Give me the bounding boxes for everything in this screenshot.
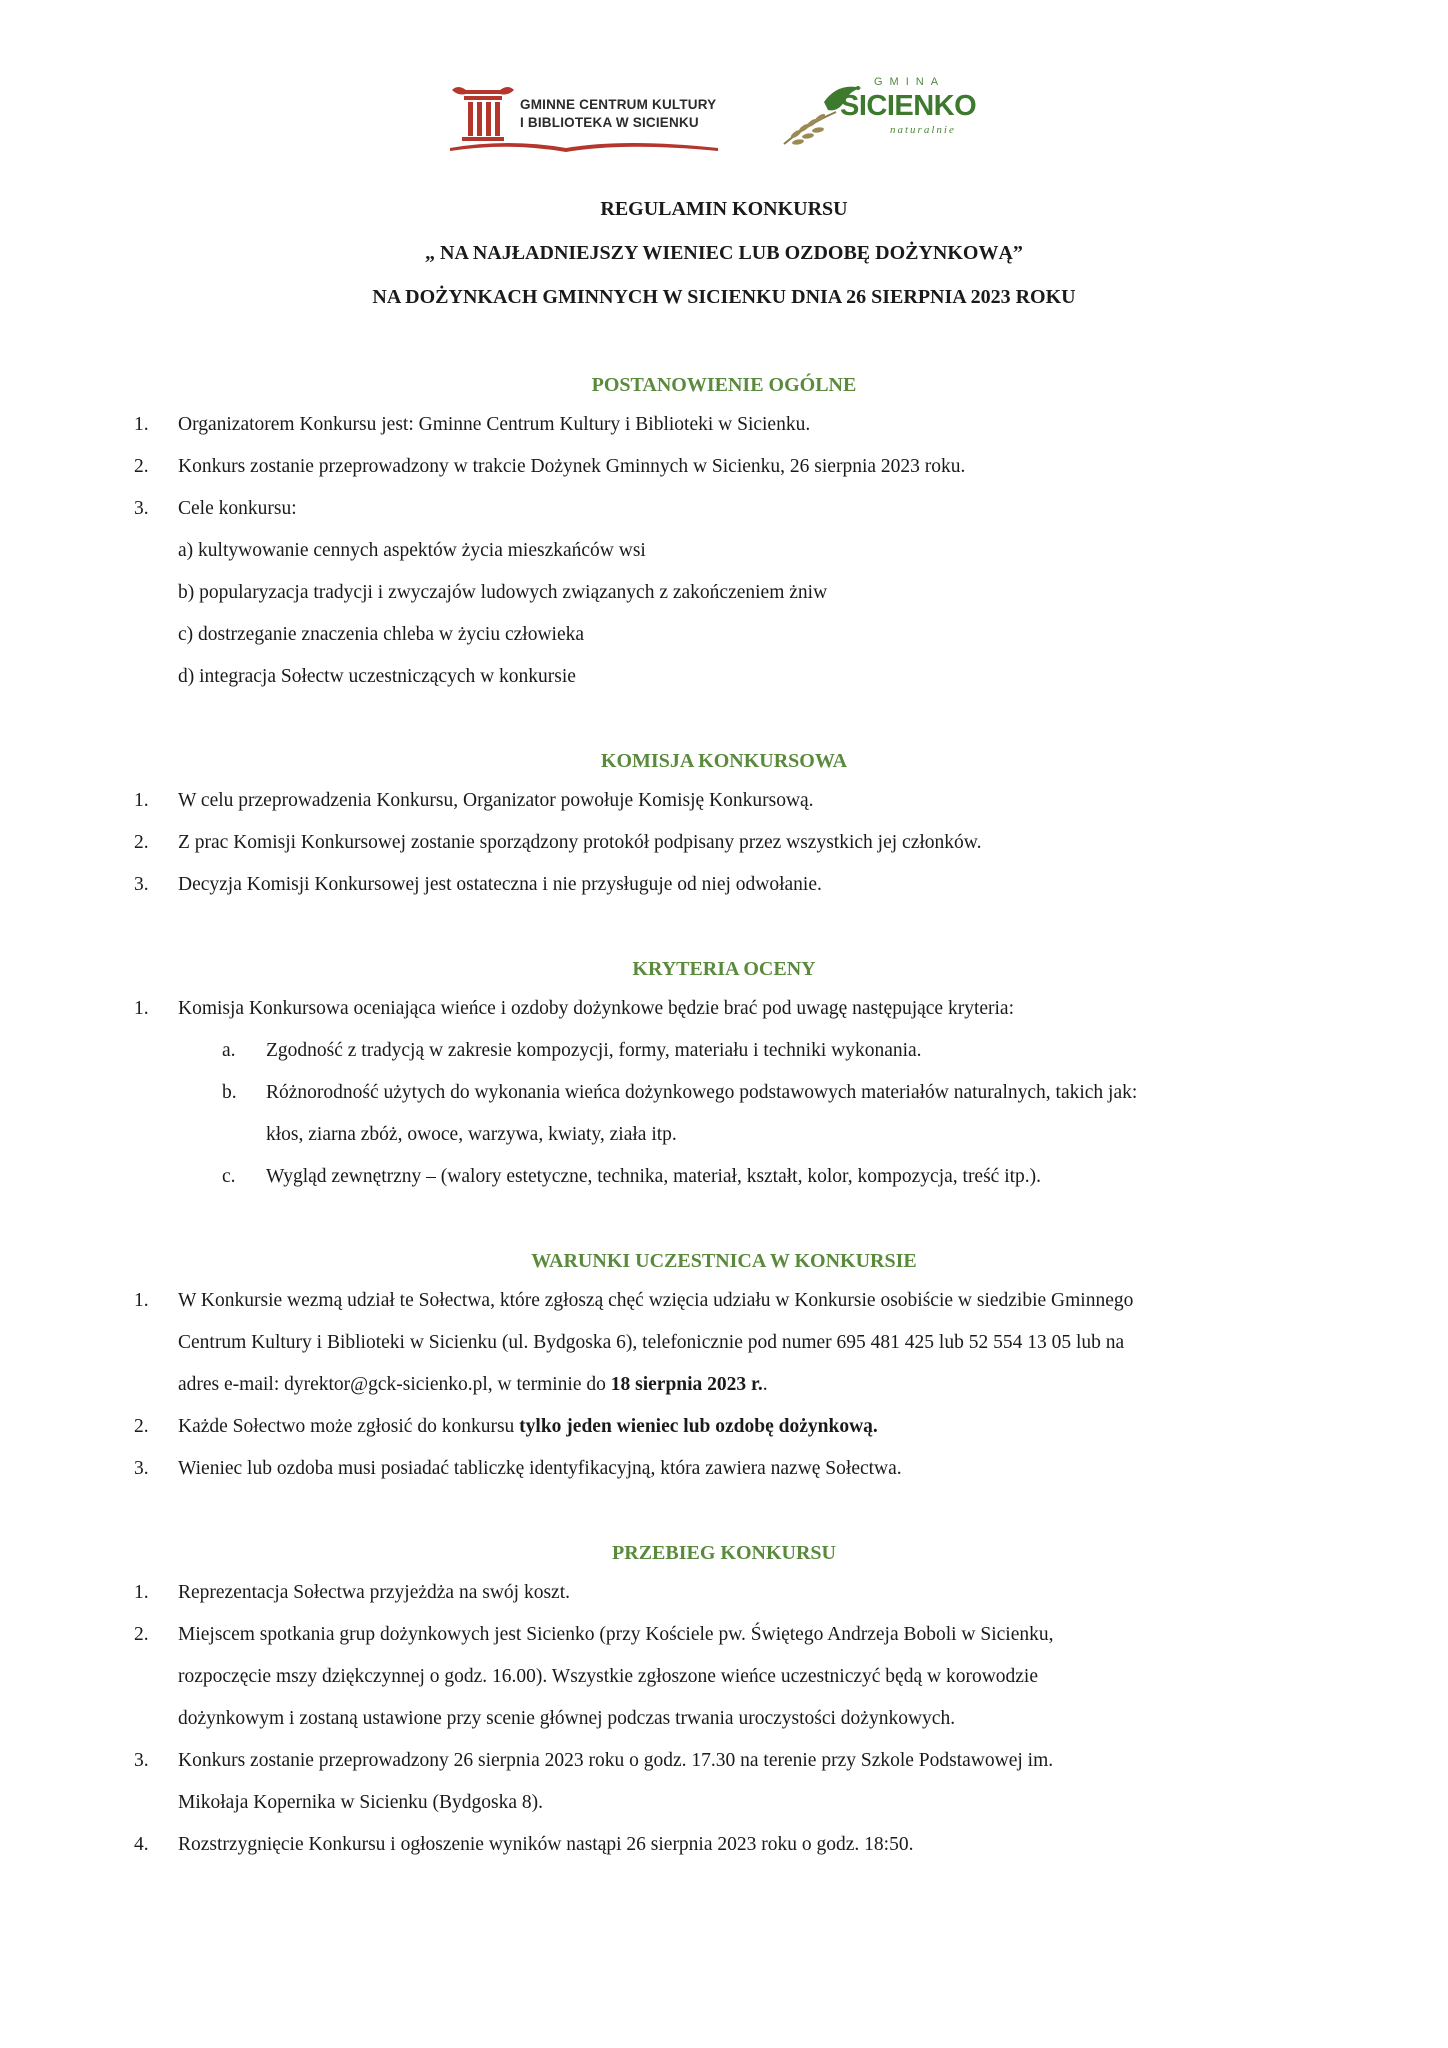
- list-item-number: 3.: [134, 1750, 149, 1771]
- list-item-continued: Mikołaja Kopernika w Sicienku (Bydgoska 8).: [178, 1792, 544, 1813]
- title-line-2: „ NA NAJŁADNIEJSZY WIENIEC LUB OZDOBĘ DOŻYNKOWĄ”: [425, 242, 1023, 264]
- list-item-number: 2.: [134, 832, 149, 853]
- heading-postanowienie: POSTANOWIENIE OGÓLNE: [591, 374, 857, 396]
- email-text: adres e-mail: dyrektor@gck-sicienko.pl, w terminie do: [178, 1374, 611, 1395]
- list-item-number: 1.: [134, 998, 149, 1019]
- heading-kryteria: KRYTERIA OCENY: [632, 958, 816, 980]
- period: .: [762, 1374, 768, 1395]
- list-item-number: 3.: [134, 874, 149, 895]
- list-item-number: 2.: [134, 1416, 149, 1437]
- goal-item: c) dostrzeganie znaczenia chleba w życiu człowieka: [178, 624, 585, 645]
- list-item: Komisja Konkursowa oceniająca wieńce i ozdoby dożynkowe będzie brać pod uwagę następujące kryteria:: [178, 998, 1015, 1019]
- criteria-letter: b.: [222, 1082, 237, 1103]
- naturalnie-text: naturalnie: [890, 124, 956, 136]
- list-item-number: 4.: [134, 1834, 149, 1855]
- criteria-item-continued: kłos, ziarna zbóż, owoce, warzywa, kwiaty, ziała itp.: [266, 1124, 677, 1145]
- list-item: Decyzja Komisji Konkursowej jest ostateczna i nie przysługuje od niej odwołanie.: [178, 874, 822, 895]
- heading-przebieg: PRZEBIEG KONKURSU: [612, 1542, 836, 1564]
- heading-warunki: WARUNKI UCZESTNICA W KONKURSIE: [531, 1250, 917, 1272]
- gck-line2: I BIBLIOTEKA W SICIENKU: [520, 115, 699, 130]
- list-item: W Konkursie wezmą udział te Sołectwa, które zgłoszą chęć wzięcia udziału w Konkursie osobiście w siedzibie Gminnego: [178, 1290, 1134, 1311]
- list-item-number: 3.: [134, 498, 149, 519]
- list-item: [178, 1416, 878, 1438]
- sicienko-logo: [778, 72, 978, 162]
- gck-logo: [448, 82, 748, 160]
- rule-emphasis: tylko jeden wieniec lub ozdobę dożynkową.: [519, 1416, 878, 1437]
- deadline-date: 18 sierpnia 2023 r.: [610, 1374, 763, 1395]
- list-item-number: 2.: [134, 456, 149, 477]
- list-item-number: 1.: [134, 1582, 149, 1603]
- list-item-continued: dożynkowym i zostaną ustawione przy scenie głównej podczas trwania uroczystości dożynkowych.: [178, 1708, 956, 1729]
- list-item: Konkurs zostanie przeprowadzony 26 sierpnia 2023 roku o godz. 17.30 na terenie przy Szkole Podstawowej im.: [178, 1750, 1054, 1771]
- gmina-text: GMINA: [874, 76, 946, 88]
- list-item: Reprezentacja Sołectwa przyjeżdża na swój koszt.: [178, 1582, 570, 1603]
- list-item-number: 1.: [134, 1290, 149, 1311]
- criteria-item: Różnorodność użytych do wykonania wieńca dożynkowego podstawowych materiałów naturalnych, takich jak:: [266, 1082, 1138, 1103]
- list-item: Organizatorem Konkursu jest: Gminne Centrum Kultury i Biblioteki w Sicienku.: [178, 414, 811, 435]
- list-item-continued: [178, 1374, 768, 1396]
- list-item: Z prac Komisji Konkursowej zostanie sporządzony protokół podpisany przez wszystkich jej członków.: [178, 832, 982, 853]
- criteria-item: Zgodność z tradycją w zakresie kompozycji, formy, materiału i techniki wykonania.: [266, 1040, 922, 1061]
- list-item: Cele konkursu:: [178, 498, 297, 519]
- criteria-letter: a.: [222, 1040, 236, 1061]
- title-line-1: REGULAMIN KONKURSU: [600, 198, 848, 220]
- goal-item: a) kultywowanie cennych aspektów życia mieszkańców wsi: [178, 540, 646, 561]
- list-item: Wieniec lub ozdoba musi posiadać tabliczkę identyfikacyjną, która zawiera nazwę Sołectwa.: [178, 1458, 902, 1479]
- list-item-number: 2.: [134, 1624, 149, 1645]
- list-item: Miejscem spotkania grup dożynkowych jest Sicienko (przy Kościele pw. Świętego Andrzeja Boboli w Sicienku,: [178, 1624, 1054, 1645]
- list-item: W celu przeprowadzenia Konkursu, Organizator powołuje Komisję Konkursową.: [178, 790, 814, 811]
- list-item-continued: rozpoczęcie mszy dziękczynnej o godz. 16.00). Wszystkie zgłoszone wieńce uczestniczyć będą w korowodzie: [178, 1666, 1038, 1687]
- gck-line1: GMINNE CENTRUM KULTURY: [520, 97, 717, 112]
- goal-item: d) integracja Sołectw uczestniczących w konkursie: [178, 666, 576, 687]
- logos-header: [448, 72, 1008, 164]
- goal-item: b) popularyzacja tradycji i zwyczajów ludowych związanych z zakończeniem żniw: [178, 582, 828, 603]
- title-line-3: NA DOŻYNKACH GMINNYCH W SICIENKU DNIA 26 SIERPNIA 2023 ROKU: [372, 286, 1076, 308]
- list-item: Konkurs zostanie przeprowadzony w trakcie Dożynek Gminnych w Sicienku, 26 sierpnia 2023 roku.: [178, 456, 966, 477]
- list-item-continued: Centrum Kultury i Biblioteki w Sicienku (ul. Bydgoska 6), telefonicznie pod numer 695 481 425 lub 52 554 13 05 lub na: [178, 1332, 1125, 1353]
- criteria-item: Wygląd zewnętrzny – (walory estetyczne, technika, materiał, kształt, kolor, kompozycja, treść itp.).: [266, 1166, 1042, 1187]
- list-item-number: 1.: [134, 414, 149, 435]
- criteria-letter: c.: [222, 1166, 236, 1187]
- rule-text: Każde Sołectwo może zgłosić do konkursu: [178, 1416, 520, 1437]
- list-item-number: 3.: [134, 1458, 149, 1479]
- list-item-number: 1.: [134, 790, 149, 811]
- heading-komisja: KOMISJA KONKURSOWA: [600, 750, 848, 772]
- sicienko-text: SICIENKO: [840, 90, 977, 122]
- list-item: Rozstrzygnięcie Konkursu i ogłoszenie wyników nastąpi 26 sierpnia 2023 roku o godz. 18:50.: [178, 1834, 914, 1855]
